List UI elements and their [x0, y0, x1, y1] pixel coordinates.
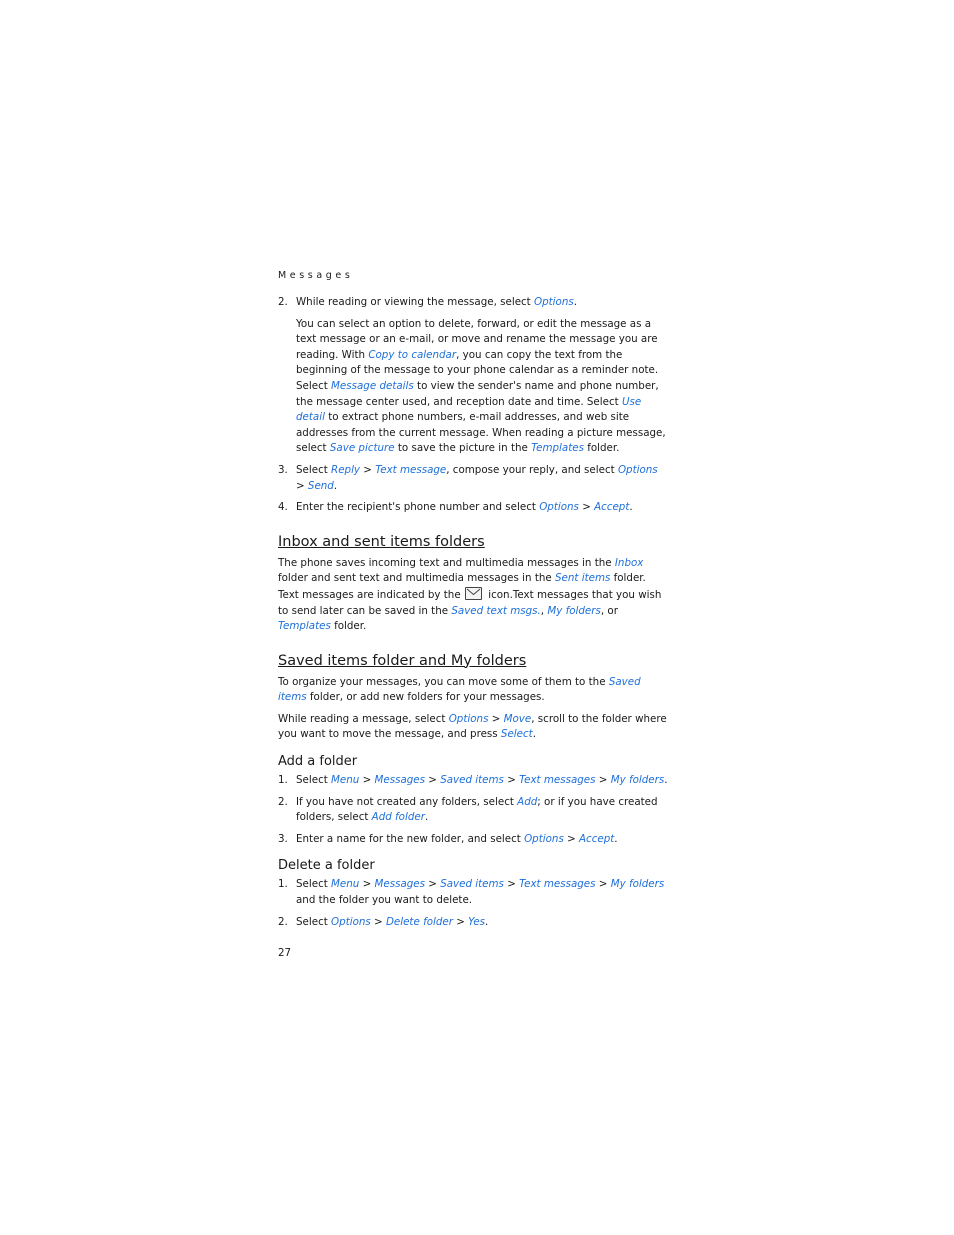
text-run: folder, or add new folders for your messages.	[306, 691, 545, 704]
yes-link[interactable]: Yes	[468, 915, 486, 928]
separator: >	[296, 479, 308, 492]
step-number: 3.	[278, 832, 288, 845]
separator: >	[359, 774, 375, 787]
inbox-link[interactable]: Inbox	[614, 556, 644, 569]
text-run: to view the sender's name and phone number, the message center used, and reception date and time. Select	[296, 379, 659, 408]
text-run: to save the picture in the	[394, 442, 532, 455]
text-run: While reading a message, select	[278, 712, 449, 725]
step-text	[296, 500, 668, 516]
text-run: , or	[600, 604, 618, 617]
text-run: , scroll to the folder where you want to move the message, and press	[278, 712, 667, 741]
text-run: folder.	[330, 620, 367, 633]
options-link[interactable]: Options	[617, 463, 658, 476]
text-run: Select	[296, 774, 332, 787]
text-run: .	[614, 832, 618, 845]
add-folder-heading: Add a folder	[278, 754, 358, 770]
delete-folder-link[interactable]: Delete folder	[385, 915, 453, 928]
text-run: .	[573, 296, 578, 308]
separator: >	[595, 774, 611, 787]
select-link[interactable]: Select	[500, 728, 533, 741]
text-run: folder. Text messages are indicated by the	[278, 572, 646, 601]
saved-paragraph-1	[278, 675, 668, 706]
send-link[interactable]: Send	[307, 479, 334, 492]
text-run: Select	[296, 915, 332, 928]
step-text	[296, 795, 668, 826]
separator: >	[360, 463, 376, 476]
text-run: .	[424, 811, 429, 824]
inbox-section-heading: Inbox and sent items folders	[278, 533, 485, 550]
step-number: 2.	[278, 296, 288, 308]
text-run: Enter a name for the new folder, and select	[296, 832, 525, 845]
sent-items-link[interactable]: Sent items	[555, 572, 611, 585]
my-folders-link[interactable]: My folders	[547, 604, 601, 617]
message-details-link[interactable]: Message details	[331, 379, 414, 392]
saved-text-msgs-link[interactable]: Saved text msgs.	[451, 604, 541, 617]
text-run: ; or if you have created folders, select	[296, 795, 658, 824]
text-run: Select	[296, 878, 332, 891]
list-item	[278, 795, 668, 826]
text-run: You can select an option to delete, forward, or edit the message as a text message or an e-mail, or move and rename the message you are reading. With	[296, 317, 658, 361]
delete-folder-steps	[278, 877, 668, 930]
text-run: and the folder you want to delete.	[296, 894, 473, 907]
list-item	[278, 832, 668, 848]
step-text	[296, 773, 668, 789]
text-run: While reading or viewing the message, select	[296, 296, 534, 308]
text-run: to extract phone numbers, e-mail addresses, and web site addresses from the current message. When reading a picture message, select	[296, 411, 666, 455]
move-link[interactable]: Move	[503, 712, 532, 725]
text-run: .	[485, 915, 489, 928]
options-link[interactable]: Options	[539, 501, 579, 514]
separator: >	[425, 774, 441, 787]
separator: >	[452, 915, 469, 928]
separator: >	[370, 915, 386, 928]
copy-to-calendar-link[interactable]: Copy to calendar	[368, 348, 457, 361]
accept-link[interactable]: Accept	[594, 501, 630, 514]
text-run: folder and sent text and multimedia messages in the	[278, 572, 555, 585]
text-run: .	[333, 479, 338, 492]
step-number: 1.	[278, 878, 288, 891]
text-run: , compose your reply, and select	[446, 463, 618, 476]
accept-link[interactable]: Accept	[579, 832, 615, 845]
options-link[interactable]: Options	[448, 712, 489, 725]
inbox-paragraph	[278, 556, 668, 635]
step-text	[296, 832, 668, 848]
step-number: 3.	[278, 463, 288, 476]
save-picture-link[interactable]: Save picture	[329, 442, 395, 455]
saved-section-heading: Saved items folder and My folders	[278, 652, 527, 669]
separator: >	[488, 712, 504, 725]
reply-link[interactable]: Reply	[331, 463, 361, 476]
templates-link[interactable]: Templates	[278, 620, 331, 633]
saved-items-link[interactable]: Saved items	[278, 675, 641, 704]
options-link[interactable]: Options	[524, 832, 564, 845]
text-run: To organize your messages, you can move some of them to the	[278, 675, 609, 688]
options-link[interactable]: Options	[331, 915, 371, 928]
text-run: .	[664, 774, 668, 787]
list-item	[278, 877, 668, 908]
list-item	[278, 295, 668, 457]
envelope-icon	[465, 587, 482, 600]
use-detail-link[interactable]: Use detail	[296, 395, 642, 424]
step-number: 4.	[278, 501, 288, 514]
step-number: 2.	[278, 915, 288, 928]
separator: >	[359, 878, 375, 891]
messages-link[interactable]: Messages	[374, 774, 426, 787]
separator: >	[425, 878, 441, 891]
separator: >	[503, 774, 520, 787]
my-folders-link[interactable]: My folders	[610, 878, 665, 891]
list-item	[278, 915, 668, 931]
text-messages-link[interactable]: Text messages	[519, 878, 596, 891]
list-item	[278, 773, 668, 789]
menu-link[interactable]: Menu	[331, 878, 360, 891]
text-messages-link[interactable]: Text messages	[519, 774, 596, 787]
step-text	[296, 915, 668, 931]
my-folders-link[interactable]: My folders	[610, 774, 665, 787]
text-run: folder.	[583, 442, 620, 455]
step-text	[296, 877, 668, 908]
text-run: , you can copy the text from the beginning of the message to your phone calendar as a reminder note. Select	[296, 348, 659, 392]
running-header: Messages	[278, 270, 354, 281]
document-page	[278, 270, 668, 936]
text-run: The phone saves incoming text and multimedia messages in the	[278, 556, 615, 569]
add-folder-link[interactable]: Add folder	[371, 811, 425, 824]
messages-link[interactable]: Messages	[374, 878, 426, 891]
page-number: 27	[278, 947, 292, 959]
text-run: Enter the recipient's phone number and select	[296, 501, 540, 514]
options-link[interactable]: Options	[534, 296, 574, 308]
text-run: If you have not created any folders, select	[296, 795, 518, 808]
text-run: ,	[540, 604, 548, 617]
delete-folder-heading: Delete a folder	[278, 858, 375, 874]
text-run: .	[532, 728, 536, 741]
step-number: 1.	[278, 774, 288, 787]
templates-link[interactable]: Templates	[531, 442, 584, 455]
separator: >	[578, 501, 595, 514]
text-run: Select	[296, 463, 332, 476]
step-text	[296, 295, 668, 457]
list-item	[278, 500, 668, 516]
saved-items-link[interactable]: Saved items	[440, 774, 504, 787]
list-item	[278, 463, 668, 494]
saved-paragraph-2	[278, 712, 668, 743]
step-detail-paragraph	[296, 317, 668, 457]
separator: >	[503, 878, 520, 891]
separator: >	[595, 878, 611, 891]
separator: >	[563, 832, 579, 845]
add-link[interactable]: Add	[517, 795, 538, 808]
text-run: icon.Text messages that you wish to send later can be saved in the	[278, 588, 662, 617]
step-text	[296, 463, 668, 494]
reading-steps	[278, 295, 668, 516]
saved-items-link[interactable]: Saved items	[440, 878, 504, 891]
step-number: 2.	[278, 795, 288, 808]
add-folder-steps	[278, 773, 668, 847]
text-run: .	[629, 501, 633, 514]
menu-link[interactable]: Menu	[331, 774, 360, 787]
text-message-link[interactable]: Text message	[375, 463, 447, 476]
